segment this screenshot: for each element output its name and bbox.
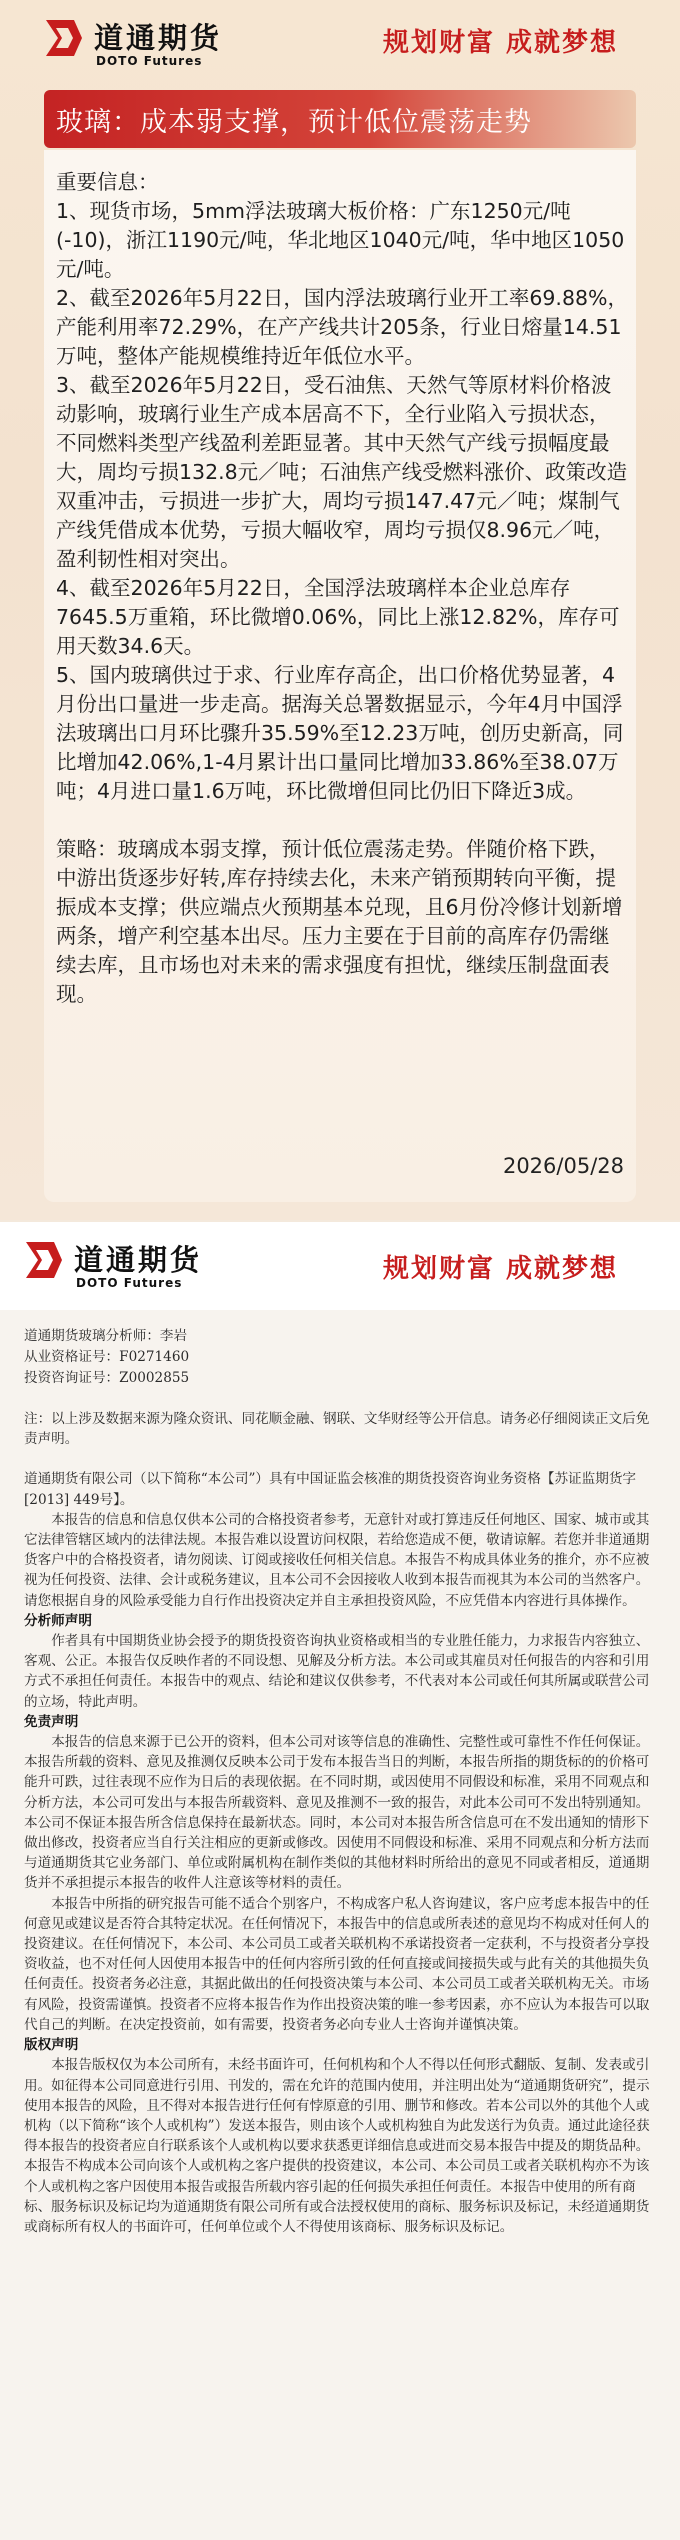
info-point-4: 4、截至2026年5月22日，全国浮法玻璃样本企业总库存7645.5万重箱，环比微增0.06%，同比上涨12.82%，库存可用天数34.6天。 <box>56 576 620 658</box>
content-card <box>44 150 636 1202</box>
spacer <box>56 806 628 835</box>
spacer <box>24 1389 660 1409</box>
brand-slogan: 规划财富 成就梦想 <box>382 28 618 58</box>
brand-slogan: 规划财富 成就梦想 <box>382 1254 618 1284</box>
info-point-5: 5、国内玻璃供过于求、行业库存高企，出口价格优势显著，4月份出口量进一步走高。据海关总署数据显示，今年4月中国浮法玻璃出口月环比骤升35.59%至12.23万吨，创历史新高，同比增加42.06%,1-4月累计出口量同比增加33.86%至38.07万吨；4月进口量1.6万吨，环比微增但同比仍旧下降近3成。 <box>56 663 624 803</box>
brand-logo-icon <box>24 1240 64 1280</box>
report-summary-section <box>0 0 680 1220</box>
info-point-1: 1、现货市场，5mm浮法玻璃大板价格：广东1250元/吨(-10)，浙江1190元/吨，华北地区1040元/吨，华中地区1050元/吨。 <box>56 199 625 281</box>
brand-name-cn: 道通期货 <box>74 1243 203 1277</box>
publish-date: 2026/05/28 <box>502 1154 624 1178</box>
spacer <box>24 1449 660 1469</box>
brand-name-cn: 道通期货 <box>94 21 223 55</box>
analyst-statement-body: 作者具有中国期货业协会授予的期货投资咨询执业资格或相当的专业胜任能力，力求报告内容独立、客观、公正。本报告仅反映作者的不同设想、见解及分析方法。本公司或其雇员对任何报告的内容和引用方式不承担任何责任。本报告中的观点、结论和建议仅供参考，不代表对本公司或任何其所属或联营公司的立场，特此声明。 <box>24 1633 650 1710</box>
brand-name-en: DOTO Futures <box>96 54 203 68</box>
strategy-paragraph: 策略：玻璃成本弱支撑，预计低位震荡走势。伴随价格下跌，中游出货逐步好转,库存持续去化，未来产销预期转向平衡，提振成本支撑；供应端点火预期基本兑现，且6月份冷修计划新增两条，增产利空基本出尽。压力主要在于目前的高库存仍需继续去库，且市场也对未来的需求强度有担忧，继续压制盘面表现。 <box>56 837 623 1006</box>
article-content <box>56 168 628 1009</box>
advisory-number: 投资咨询证号：Z0002855 <box>24 1370 190 1386</box>
header <box>0 0 680 84</box>
qualification-number: 从业资格证号：F0271460 <box>24 1349 190 1365</box>
brand-logo <box>24 1238 234 1294</box>
disclaimer-body-2: 本报告中所指的研究报告可能不适合个别客户，不构成客户私人咨询建议，客户应考虑本报告中的任何意见或建议是否符合其特定状况。在任何情况下，本报告中的信息或所表述的意见均不构成对任何人的投资建议。在任何情况下，本公司、本公司员工或者关联机构不承诺投资者一定获利，不与投资者分享投资收益，也不对任何人因使用本报告中的任何内容所引致的任何直接或间接损失或与此有关的其他损失负任何责任。投资者务必注意，其据此做出的任何投资决策与本公司、本公司员工或者关联机构无关。市场有风险，投资需谨慎。投资者不应将本报告作为作出投资决策的唯一参考因素，亦不应认为本报告可以取代自己的判断。在决定投资前，如有需要，投资者务必向专业人士咨询并谨慎决策。 <box>24 1895 650 2033</box>
data-source-note: 注：以上涉及数据来源为隆众资讯、同花顺金融、钢联、文华财经等公开信息。请务必仔细阅读正文后免责声明。 <box>24 1411 650 1448</box>
copyright-title: 版权声明 <box>24 2037 79 2054</box>
article-title-bar <box>44 90 636 148</box>
section-label: 重要信息： <box>56 170 159 194</box>
brand-name-en: DOTO Futures <box>76 1276 183 1290</box>
company-intro: 道通期货有限公司（以下简称“本公司”）具有中国证监会核准的期货投资咨询业务资格【苏证监期货字[2013] 449号】。 <box>24 1471 637 1508</box>
disclaimer-header <box>0 1222 680 1310</box>
copyright-body: 本报告版权仅为本公司所有，未经书面许可，任何机构和个人不得以任何形式翻版、复制、发表或引用。如征得本公司同意进行引用、刊发的，需在允许的范围内使用，并注明出处为“道通期货研究”，提示使用本报告的风险，且不得对本报告进行任何有悖原意的引用、删节和修改。若本公司以外的其他个人或机构（以下简称“该个人或机构”）发送本报告，则由该个人或机构独自为此发送行为负责。通过此途径获得本报告的投资者应自行联系该个人或机构以要求获悉更详细信息或进而交易本报告中提及的期货品种。本报告不构成本公司向该个人或机构之客户提供的投资建议，本公司、本公司员工或者关联机构亦不为该个人或机构之客户因使用本报告或报告所载内容引起的任何损失承担任何责任。本报告中使用的所有商标、服务标识及标记均为道通期货有限公司所有或合法授权使用的商标、服务标识及标记，未经道通期货或商标所有权人的书面许可，任何单位或个人不得使用该商标、服务标识及标记。 <box>24 2057 650 2235</box>
analyst-name: 道通期货玻璃分析师：李岩 <box>24 1328 188 1344</box>
disclaimer-section <box>0 1222 680 2540</box>
info-point-2: 2、截至2026年5月22日，国内浮法玻璃行业开工率69.88%，产能利用率72.29%，在产产线共计205条，行业日熔量14.51万吨，整体产能规模维持近年低位水平。 <box>56 286 629 368</box>
intro-body: 本报告的信息和信息仅供本公司的合格投资者参考，无意针对或打算违反任何地区、国家、城市或其它法律管辖区域内的法律法规。本报告难以设置访问权限，若给您造成不便，敬请谅解。若您并非道通期货客户中的合格投资者，请勿阅读、订阅或接收任何相关信息。本报告不构成具体业务的推介，亦不应被视为任何投资、法律、会计或税务建议，且本公司不会因接收人收到本报告而视其为本公司的当然客户。请您根据自身的风险承受能力自行作出投资决定并自主承担投资风险，不应凭借本内容进行具体操作。 <box>24 1511 650 1609</box>
disclaimer-body-1: 本报告的信息来源于已公开的资料，但本公司对该等信息的准确性、完整性或可靠性不作任何保证。本报告所载的资料、意见及推测仅反映本公司于发布本报告当日的判断，本报告所指的期货标的的价格可能升可跌，过往表现不应作为日后的表现依据。在不同时期，或因使用不同假设和标准，采用不同观点和分析方法，本公司可发出与本报告所载资料、意见及推测不一致的报告，对此本公司可不发出特别通知。本公司不保证本报告所含信息保持在最新状态。同时，本公司对本报告所含信息可在不发出通知的情形下做出修改，投资者应当自行关注相应的更新或修改。因使用不同假设和标准、采用不同观点和分析方法而与道通期货其它业务部门、单位或附属机构在制作类似的其他材料时所给出的意见不同或者相反，道通期货并不承担提示本报告的收件人注意该等材料的责任。 <box>24 1734 650 1892</box>
analyst-statement-title: 分析师声明 <box>24 1612 92 1629</box>
brand-logo <box>44 16 254 72</box>
brand-logo-icon <box>44 18 84 58</box>
disclaimer-body <box>24 1326 660 2237</box>
article-title: 玻璃：成本弱支撑，预计低位震荡走势 <box>56 107 532 138</box>
info-point-3: 3、截至2026年5月22日，受石油焦、天然气等原材料价格波动影响，玻璃行业生产成本居高不下，全行业陷入亏损状态，不同燃料类型产线盈利差距显著。其中天然气产线亏损幅度最大，周均亏损132.8元／吨；石油焦产线受燃料涨价、政策改造双重冲击，亏损进一步扩大，周均亏损147.47元／吨；煤制气产线凭借成本优势，亏损大幅收窄，周均亏损仅8.96元／吨，盈利韧性相对突出。 <box>56 373 628 571</box>
disclaimer-title: 免责声明 <box>24 1713 79 1730</box>
